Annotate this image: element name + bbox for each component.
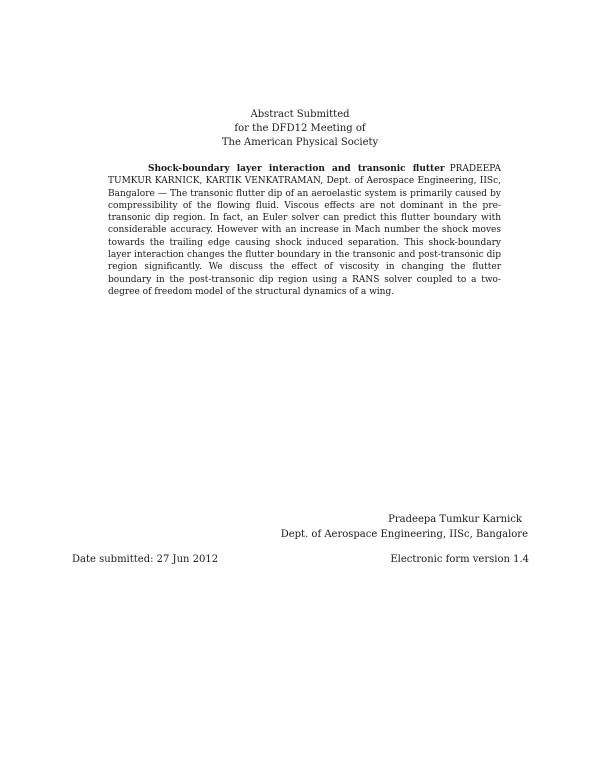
signature-name: Pradeepa Tumkur Karnick: [388, 514, 522, 525]
abstract-affiliation: Dept. of Aerospace Engineering, IISc, Bangalore: [108, 176, 501, 199]
header-line-society: The American Physical Society: [221, 137, 379, 148]
abstract-authors: PRADEEPA TUMKUR KARNICK, KARTIK VENKATRAMAN,: [108, 164, 501, 187]
submission-header: [0, 108, 600, 150]
abstract-separator: —: [157, 188, 167, 199]
header-line-abstract-submitted: Abstract Submitted: [250, 109, 350, 120]
abstract-paragraph: [108, 163, 501, 298]
abstract-title: Shock-boundary layer interaction and transonic flutter: [148, 164, 445, 174]
date-submitted: Date submitted: 27 Jun 2012: [72, 554, 219, 565]
header-line-meeting: for the DFD12 Meeting of: [234, 123, 366, 134]
abstract-body: The transonic flutter dip of an aeroelastic system is primarily caused by compressibility of the flowing fluid. Viscous effects are not dominant in the pre-transonic dip region. In fact, an Euler solver can predict this flutter boundary with considerable accuracy. However with an increase in Mach number the shock moves towards the trailing edge causing shock induced separation. This shock-boundary layer interaction changes the flutter boundary in the transonic and post-transonic dip region significantly. We discuss the effect of viscosity in changing the flutter boundary in the post-transonic dip region using a RANS solver coupled to a two-degree of freedom model of the structural dynamics of a wing.: [108, 188, 501, 297]
signature-block: [0, 512, 528, 542]
form-version: Electronic form version 1.4: [390, 554, 529, 565]
signature-affiliation: Dept. of Aerospace Engineering, IISc, Bangalore: [280, 529, 528, 540]
